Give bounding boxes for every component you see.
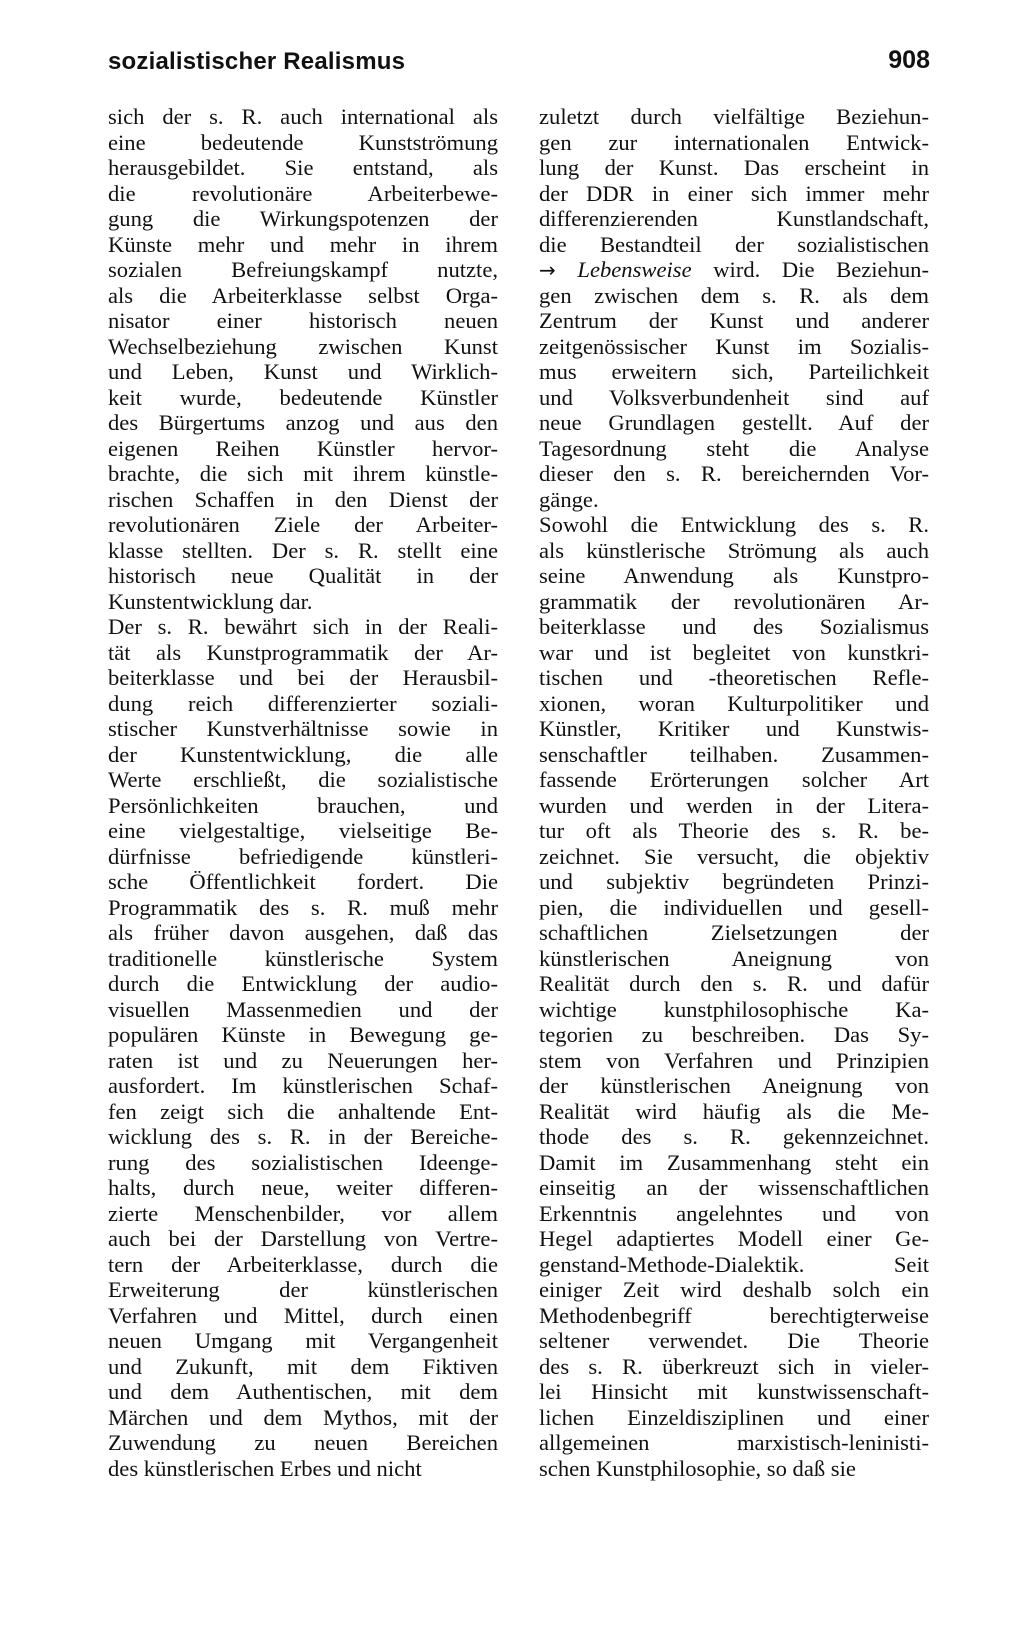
text-line: Tagesordnung steht die Analyse <box>539 435 929 461</box>
text-line: stem von Verfahren und Prinzipien <box>539 1047 929 1073</box>
text-line: schen Kunstphilosophie, so daß sie <box>539 1455 856 1481</box>
page-number: 908 <box>888 46 930 74</box>
text-line: und dem Authentischen, mit dem <box>108 1379 498 1404</box>
text-line: eine vielgestaltige, vielseitige Be- <box>108 818 498 843</box>
text-line: zierte Menschenbilder, vor allem <box>108 1200 498 1226</box>
text-line: sich der s. R. auch international als <box>108 104 498 129</box>
text-line: die revolutionäre Arbeiterbewe- <box>108 180 498 206</box>
text-line: beiterklasse und bei der Herausbil- <box>108 665 498 690</box>
text-line: Erweiterung der künstlerischen <box>108 1277 498 1302</box>
left-text-column <box>108 104 498 1481</box>
text-line: populären Künste in Bewegung ge- <box>108 1022 498 1047</box>
text-line: gen zur internationalen Entwick- <box>539 129 929 155</box>
text-line: visuellen Massenmedien und der <box>108 996 498 1022</box>
text-line: durch die Entwicklung der audio- <box>108 971 498 996</box>
text-line: historisch neue Qualität in der <box>108 563 498 588</box>
text-line: thode des s. R. gekennzeichnet. <box>539 1124 929 1149</box>
text-line: wicklung des s. R. in der Bereiche- <box>108 1124 498 1149</box>
text-line: revolutionären Ziele der Arbeiter- <box>108 512 498 537</box>
text-line: halts, durch neue, weiter differen- <box>108 1175 498 1200</box>
text-line: brachte, die sich mit ihrem künstle- <box>108 461 498 486</box>
text-line: der Kunstentwicklung, die alle <box>108 741 498 767</box>
text-line: eigenen Reihen Künstler hervor- <box>108 435 498 461</box>
text-line: lichen Einzeldisziplinen und einer <box>539 1404 929 1430</box>
running-head: sozialistischer Realismus <box>108 48 406 75</box>
text-line: mus erweitern sich, Parteilichkeit <box>539 359 929 384</box>
text-line: Erkenntnis angelehntes und von <box>539 1200 929 1226</box>
text-line: genstand-Methode-Dialektik. Seit <box>539 1251 929 1277</box>
text-line: die Bestandteil der sozialistischen <box>539 231 929 257</box>
text-line: lung der Kunst. Das erscheint in <box>539 155 929 180</box>
text-line: gänge. <box>539 486 599 512</box>
text-line: xionen, woran Kulturpolitiker und <box>539 690 929 716</box>
text-line: tur oft als Theorie des s. R. be- <box>539 818 929 843</box>
text-line: Methodenbegriff berechtigterweise <box>539 1302 929 1328</box>
text-line: rung des sozialistischen Ideenge- <box>108 1149 498 1175</box>
text-line: differenzierenden Kunstlandschaft, <box>539 206 929 231</box>
text-line: zeichnet. Sie versucht, die objektiv <box>539 843 929 869</box>
text-line: Zuwendung zu neuen Bereichen <box>108 1430 498 1455</box>
text-line: fassende Erörterungen solcher Art <box>539 767 929 792</box>
text-line: und Leben, Kunst und Wirklich- <box>108 359 498 384</box>
text-line: stischer Kunstverhältnisse sowie in <box>108 716 498 741</box>
text-line: schaftlichen Zielsetzungen der <box>539 920 929 945</box>
text-line: pien, die individuellen und gesell- <box>539 894 929 920</box>
text-line: gen zwischen dem s. R. als dem <box>539 282 929 308</box>
text-line: → Lebensweise wird. Die Beziehun- <box>539 257 929 282</box>
text-line: einseitig an der wissenschaftlichen <box>539 1175 929 1200</box>
text-line: Damit im Zusammenhang steht ein <box>539 1149 929 1175</box>
text-line: tischen und -theoretischen Refle- <box>539 665 929 690</box>
text-line: gung die Wirkungspotenzen der <box>108 206 498 231</box>
text-line: Künstler, Kritiker und Kunstwis- <box>539 716 929 741</box>
text-line: tern der Arbeiterklasse, durch die <box>108 1251 498 1277</box>
text-line: Sowohl die Entwicklung des s. R. <box>539 512 929 537</box>
text-line: dürfnisse befriedigende künstleri- <box>108 843 498 869</box>
text-line: auch bei der Darstellung von Vertre- <box>108 1226 498 1251</box>
text-line: des Bürgertums anzog und aus den <box>108 410 498 435</box>
text-line: grammatik der revolutionären Ar- <box>539 588 929 614</box>
text-line: Programmatik des s. R. muß mehr <box>108 894 498 920</box>
text-line: des künstlerischen Erbes und nicht <box>108 1455 422 1481</box>
text-line: allgemeinen marxistisch-leninisti- <box>539 1430 929 1455</box>
text-line: der DDR in einer sich immer mehr <box>539 180 929 206</box>
text-line: zeitgenössischer Kunst im Sozialis- <box>539 333 929 359</box>
text-line: herausgebildet. Sie entstand, als <box>108 155 498 180</box>
text-line: rischen Schaffen in den Dienst der <box>108 486 498 512</box>
text-line: Zentrum der Kunst und anderer <box>539 308 929 333</box>
text-line: tegorien zu beschreiben. Das Sy- <box>539 1022 929 1047</box>
text-line: Wechselbeziehung zwischen Kunst <box>108 333 498 359</box>
text-line: war und ist begleitet von kunstkri- <box>539 639 929 665</box>
text-line: Werte erschließt, die sozialistische <box>108 767 498 792</box>
text-line: Realität wird häufig als die Me- <box>539 1098 929 1124</box>
text-line: keit wurde, bedeutende Künstler <box>108 384 498 410</box>
text-line: tät als Kunstprogrammatik der Ar- <box>108 639 498 665</box>
text-line: fen zeigt sich die anhaltende Ent- <box>108 1098 498 1124</box>
text-line: beiterklasse und des Sozialismus <box>539 614 929 639</box>
text-line: ausfordert. Im künstlerischen Schaf- <box>108 1073 498 1098</box>
text-line: Hegel adaptiertes Modell einer Ge- <box>539 1226 929 1251</box>
text-line: sche Öffentlichkeit fordert. Die <box>108 869 498 894</box>
text-line: raten ist und zu Neuerungen her- <box>108 1047 498 1073</box>
text-line: und Zukunft, mit dem Fiktiven <box>108 1353 498 1379</box>
text-line: senschaftler teilhaben. Zusammen- <box>539 741 929 767</box>
text-line: des s. R. überkreuzt sich in vieler- <box>539 1353 929 1379</box>
text-line: lei Hinsicht mit kunstwissenschaft- <box>539 1379 929 1404</box>
text-line: Verfahren und Mittel, durch einen <box>108 1302 498 1328</box>
text-line: nisator einer historisch neuen <box>108 308 498 333</box>
text-line: Persönlichkeiten brauchen, und <box>108 792 498 818</box>
text-line: und subjektiv begründeten Prinzi- <box>539 869 929 894</box>
text-line: künstlerischen Aneignung von <box>539 945 929 971</box>
text-line: klasse stellten. Der s. R. stellt eine <box>108 537 498 563</box>
text-line: seine Anwendung als Kunstpro- <box>539 563 929 588</box>
text-line: seltener verwendet. Die Theorie <box>539 1328 929 1353</box>
text-line: neue Grundlagen gestellt. Auf der <box>539 410 929 435</box>
text-line: traditionelle künstlerische System <box>108 945 498 971</box>
text-line: dung reich differenzierter soziali- <box>108 690 498 716</box>
text-line: als die Arbeiterklasse selbst Orga- <box>108 282 498 308</box>
text-line: und Volksverbundenheit sind auf <box>539 384 929 410</box>
text-line: Der s. R. bewährt sich in der Reali- <box>108 614 498 639</box>
text-line: Künste mehr und mehr in ihrem <box>108 231 498 257</box>
text-line: Kunstentwicklung dar. <box>108 588 313 614</box>
text-line: sozialen Befreiungskampf nutzte, <box>108 257 498 282</box>
text-line: wichtige kunstphilosophische Ka- <box>539 996 929 1022</box>
text-line: Realität durch den s. R. und dafür <box>539 971 929 996</box>
text-line: Märchen und dem Mythos, mit der <box>108 1404 498 1430</box>
text-line: wurden und werden in der Litera- <box>539 792 929 818</box>
text-line: als früher davon ausgehen, daß das <box>108 920 498 945</box>
text-line: neuen Umgang mit Vergangenheit <box>108 1328 498 1353</box>
text-line: eine bedeutende Kunstströmung <box>108 129 498 155</box>
right-text-column <box>539 104 929 1481</box>
text-line: der künstlerischen Aneignung von <box>539 1073 929 1098</box>
text-line: als künstlerische Strömung als auch <box>539 537 929 563</box>
text-line: zuletzt durch vielfältige Beziehun- <box>539 104 929 129</box>
text-line: einiger Zeit wird deshalb solch ein <box>539 1277 929 1302</box>
text-line: dieser den s. R. bereichernden Vor- <box>539 461 929 486</box>
